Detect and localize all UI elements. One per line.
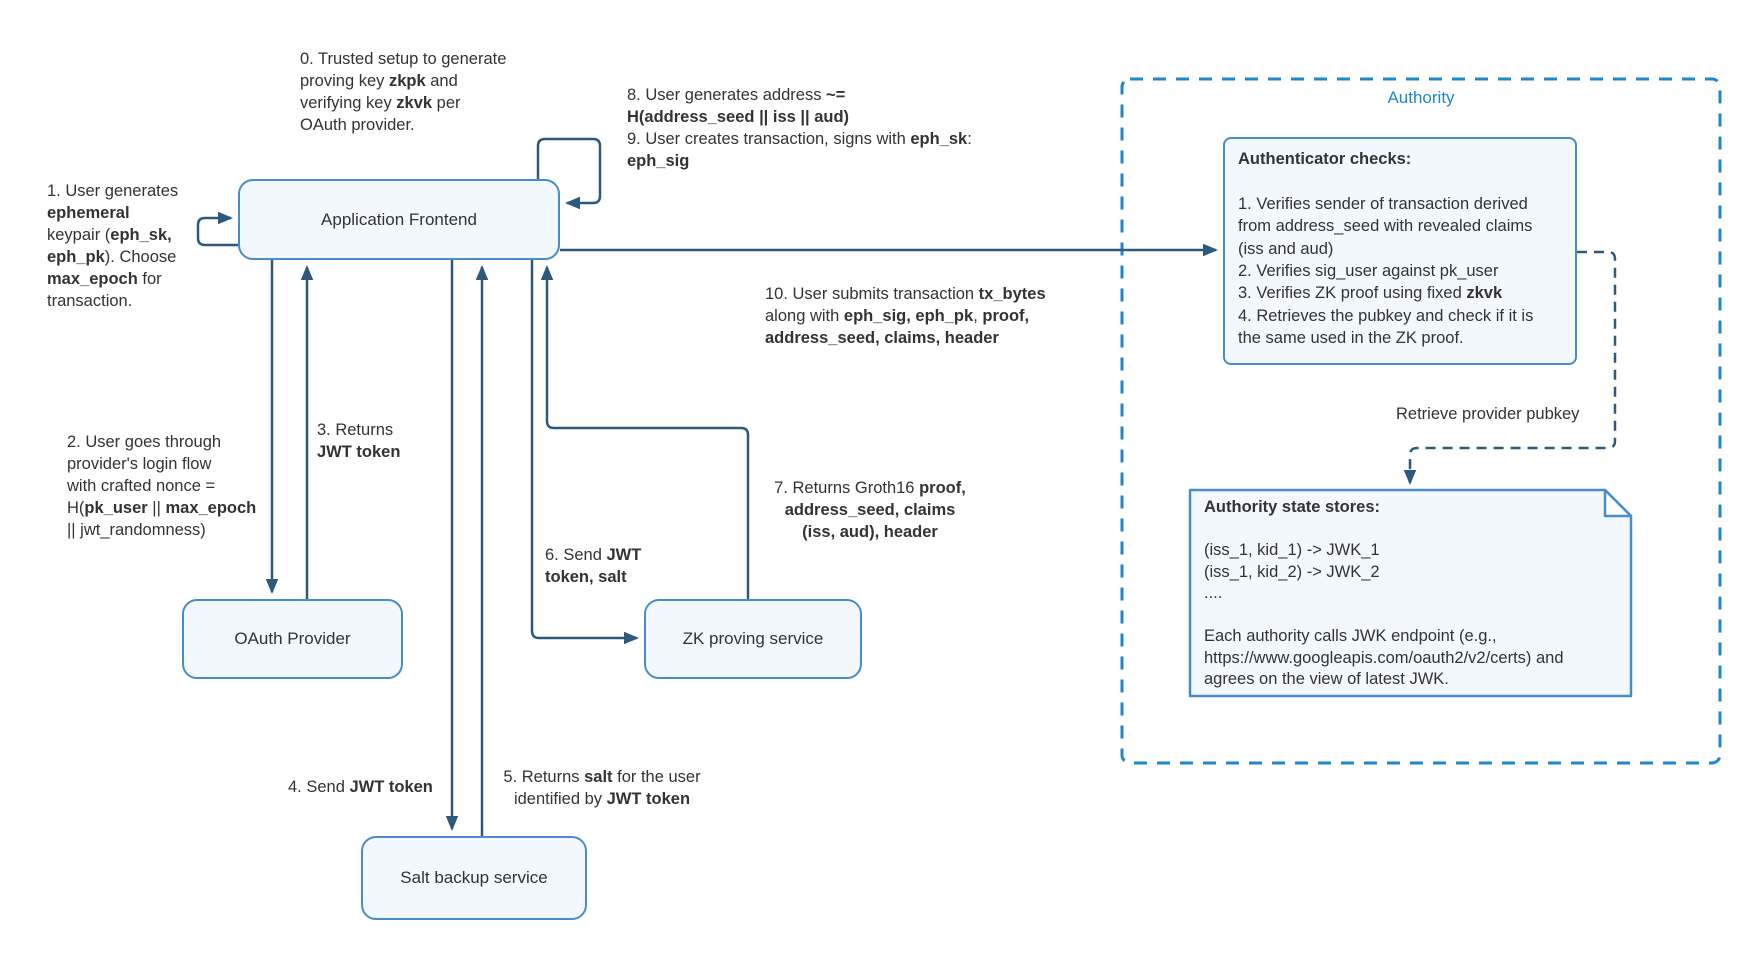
annotation-retrieve-provider-pubkey: Retrieve provider pubkey: [1396, 405, 1580, 423]
annotation-step-8-9: 8. User generates address ~= H(address_seed || iss || aud) 9. User creates transaction, signs with eph_sk: eph_sig: [627, 86, 972, 170]
annotation-step-1: 1. User generates ephemeral keypair (eph_sk, eph_pk). Choose max_epoch for transaction.: [47, 182, 179, 310]
node-oauth-provider: [182, 599, 403, 679]
annotation-step-3: 3. Returns JWT token: [317, 421, 401, 461]
node-zk-proving-service: [644, 599, 862, 679]
annotation-step-0: 0. Trusted setup to generate proving key zkpk and verifying key zkvk per OAuth provider.: [300, 50, 507, 134]
node-salt-backup-service-label: Salt backup service: [400, 868, 548, 887]
node-application-frontend-label: Application Frontend: [321, 209, 477, 229]
annotation-step-2: 2. User goes through provider's login flow with crafted nonce = H(pk_user || max_epoch || jwt_randomness): [67, 433, 257, 539]
node-zk-proving-service-label: ZK proving service: [682, 629, 824, 648]
node-oauth-provider-label: OAuth Provider: [234, 629, 351, 648]
node-application-frontend: [238, 179, 560, 260]
annotation-step-6: 6. Send JWT token, salt: [545, 546, 642, 586]
annotation-step-4: 4. Send JWT token: [288, 778, 433, 796]
authority-label: Authority: [1387, 88, 1455, 107]
annotation-step-5: 5. Returns salt for the user identified by JWT token: [503, 768, 701, 808]
authority-state-stores-text: Authority state stores: (iss_1, kid_1) -> JWK_1 (iss_1, kid_2) -> JWK_2 .... Each authority calls JWK endpoint (e.g., https://www.googleapis.com/oauth2/v2/certs) and agrees on the view of latest JWK.: [1204, 498, 1564, 688]
annotation-step-7: 7. Returns Groth16 proof, address_seed, claims (iss, aud), header: [774, 479, 966, 541]
authenticator-checks-box: [1223, 137, 1577, 365]
node-salt-backup-service: [361, 836, 587, 920]
self-loop-ephemeral-keypair: [198, 218, 238, 245]
annotation-step-10: 10. User submits transaction tx_bytes along with eph_sig, eph_pk, proof, address_seed, claims, header: [765, 285, 1046, 347]
authenticator-checks-text: Authenticator checks: 1. Verifies sender of transaction derived from address_seed with revealed claims (iss and aud) 2. Verifies sig_user against pk_user 3. Verifies ZK proof using fixed zkvk 4. Retrieves the pubkey and check if it is the same used in the ZK proof.: [1238, 150, 1534, 348]
